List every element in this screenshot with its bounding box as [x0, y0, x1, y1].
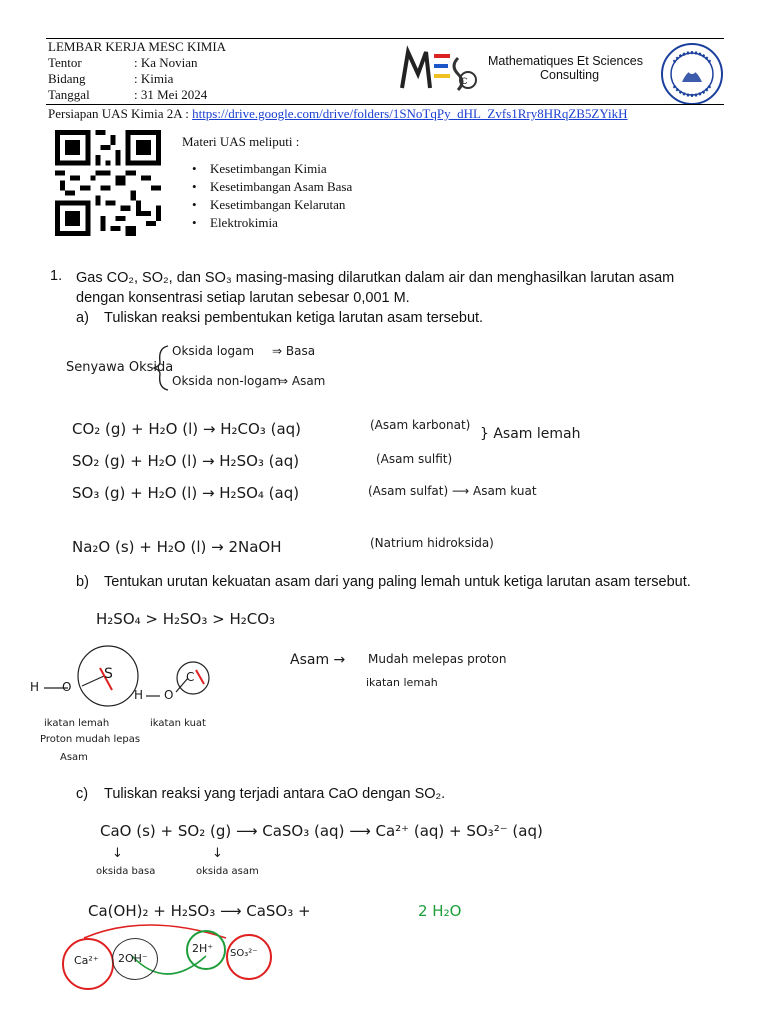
- label-proton: Proton mudah lepas: [40, 734, 141, 745]
- ion-so3: SO₃²⁻: [230, 948, 258, 959]
- hw-c-reaction-2: Ca(OH)₂ + H₂SO₃ ⟶ CaSO₃ +: [88, 902, 311, 920]
- header-value: : Ka Novian: [134, 55, 198, 70]
- label-basic-oxide: oksida basa: [96, 866, 156, 877]
- arrow-down-icon: ↓: [212, 846, 223, 861]
- materi-title: Materi UAS meliputi :: [182, 134, 300, 149]
- label-acid: Asam: [60, 752, 88, 763]
- hw-reaction-2-note: (Asam sulfit): [376, 452, 453, 466]
- diagram-h: H: [134, 688, 144, 702]
- header-key: Tentor: [48, 55, 82, 70]
- diagram-s: S: [104, 666, 113, 682]
- hw-reaction-1-note: (Asam karbonat): [370, 418, 471, 432]
- header-key: Tanggal: [48, 87, 90, 102]
- question-line: dengan konsentrasi setiap larutan sebesar 0,001 M.: [76, 290, 410, 306]
- hw-reaction-4: Na₂O (s) + H₂O (l) → 2NaOH: [72, 538, 282, 556]
- qr-code-icon[interactable]: [52, 130, 164, 236]
- hw-acid-def: Asam →: [290, 652, 346, 668]
- hw-acid-order: H₂SO₄ > H₂SO₃ > H₂CO₃: [96, 610, 276, 628]
- hw-oksida-logam: Oksida logam: [172, 344, 255, 358]
- arrow-down-icon: ↓: [112, 846, 123, 861]
- question-line: Gas CO₂, SO₂, dan SO₃ masing-masing dilarutkan dalam air dan menghasilkan larutan asam: [76, 270, 675, 286]
- brand-name: Mathematiques Et Sciences: [488, 54, 643, 68]
- list-item: • Kesetimbangan Kelarutan: [192, 196, 352, 214]
- hw-reaction-4-note: (Natrium hidroksida): [370, 536, 494, 550]
- list-item: • Elektrokimia: [192, 214, 352, 232]
- list-item: • Kesetimbangan Asam Basa: [192, 178, 352, 196]
- mesc-logo: [398, 44, 478, 100]
- drive-link[interactable]: https://drive.google.com/drive/folders/1SNoTqPy_dHL_Zvfs1Rry8HRqZB5ZYikH: [192, 106, 628, 121]
- header-row-bidang: [48, 71, 173, 87]
- bond-diagram: [20, 640, 230, 720]
- hw-reaction-3: SO₃ (g) + H₂O (l) → H₂SO₄ (aq): [72, 484, 300, 502]
- label-acidic-oxide: oksida asam: [196, 866, 259, 877]
- hw-mudah: Mudah melepas proton: [368, 652, 507, 666]
- ion-oh: 2OH⁻: [118, 952, 148, 965]
- part-b-label: b): [76, 574, 89, 590]
- hw-reaction-3-note: (Asam sulfat) ⟶ Asam kuat: [368, 484, 537, 498]
- hw-ikatan: ikatan lemah: [366, 676, 438, 689]
- header-key: Bidang: [48, 71, 86, 86]
- brand-subtitle: Consulting: [540, 68, 600, 82]
- header-row-tanggal: [48, 87, 207, 103]
- label-weak-bond: ikatan lemah: [44, 718, 110, 729]
- diagram-o: O: [62, 680, 72, 694]
- label-strong-bond: ikatan kuat: [150, 718, 206, 729]
- ion-h: 2H⁺: [192, 942, 214, 955]
- hw-reaction-2: SO₂ (g) + H₂O (l) → H₂SO₃ (aq): [72, 452, 300, 470]
- worksheet-title: LEMBAR KERJA MESC KIMIA: [48, 39, 227, 54]
- part-a-label: a): [76, 310, 89, 326]
- header-row-tentor: [48, 55, 198, 71]
- prep-label: Persiapan UAS Kimia 2A :: [48, 106, 193, 121]
- part-a-text: Tuliskan reaksi pembentukan ketiga larutan asam tersebut.: [104, 310, 484, 326]
- list-item: • Kesetimbangan Kimia: [192, 160, 352, 178]
- part-c-text: Tuliskan reaksi yang terjadi antara CaO dengan SO₂.: [104, 786, 446, 802]
- svg-text:C: C: [461, 76, 468, 86]
- ion-ca: Ca²⁺: [74, 954, 99, 967]
- prep-line: [48, 106, 628, 122]
- hw-weak-acid: } Asam lemah: [480, 426, 581, 442]
- hw-c-reaction: CaO (s) + SO₂ (g) ⟶ CaSO₃ (aq) ⟶ Ca²⁺ (aq) + SO₃²⁻ (aq): [100, 822, 543, 840]
- header-divider: [46, 104, 724, 105]
- part-b-text: Tentukan urutan kekuatan asam dari yang paling lemah untuk ketiga larutan asam tersebut.: [104, 574, 691, 590]
- hw-oksida-nonlogam: Oksida non-logam: [172, 374, 281, 388]
- hw-reaction-1: CO₂ (g) + H₂O (l) → H₂CO₃ (aq): [72, 420, 302, 438]
- hw-senyawa: Senyawa Oksida: [66, 360, 174, 375]
- hw-asam: ⇒ Asam: [278, 374, 326, 388]
- brace-icon: [152, 342, 172, 392]
- diagram-c: C: [186, 670, 195, 684]
- part-c-label: c): [76, 786, 89, 802]
- diagram-h: H: [30, 680, 40, 694]
- diagram-o: O: [164, 688, 174, 702]
- worksheet-header: [46, 38, 724, 105]
- header-value: : 31 Mei 2024: [134, 87, 208, 102]
- header-value: : Kimia: [134, 71, 174, 86]
- materi-list: [192, 160, 352, 232]
- hw-water: 2 H₂O: [418, 902, 462, 920]
- hw-basa: ⇒ Basa: [272, 344, 316, 358]
- itb-seal-icon: [660, 42, 724, 106]
- question-number: 1.: [50, 268, 63, 284]
